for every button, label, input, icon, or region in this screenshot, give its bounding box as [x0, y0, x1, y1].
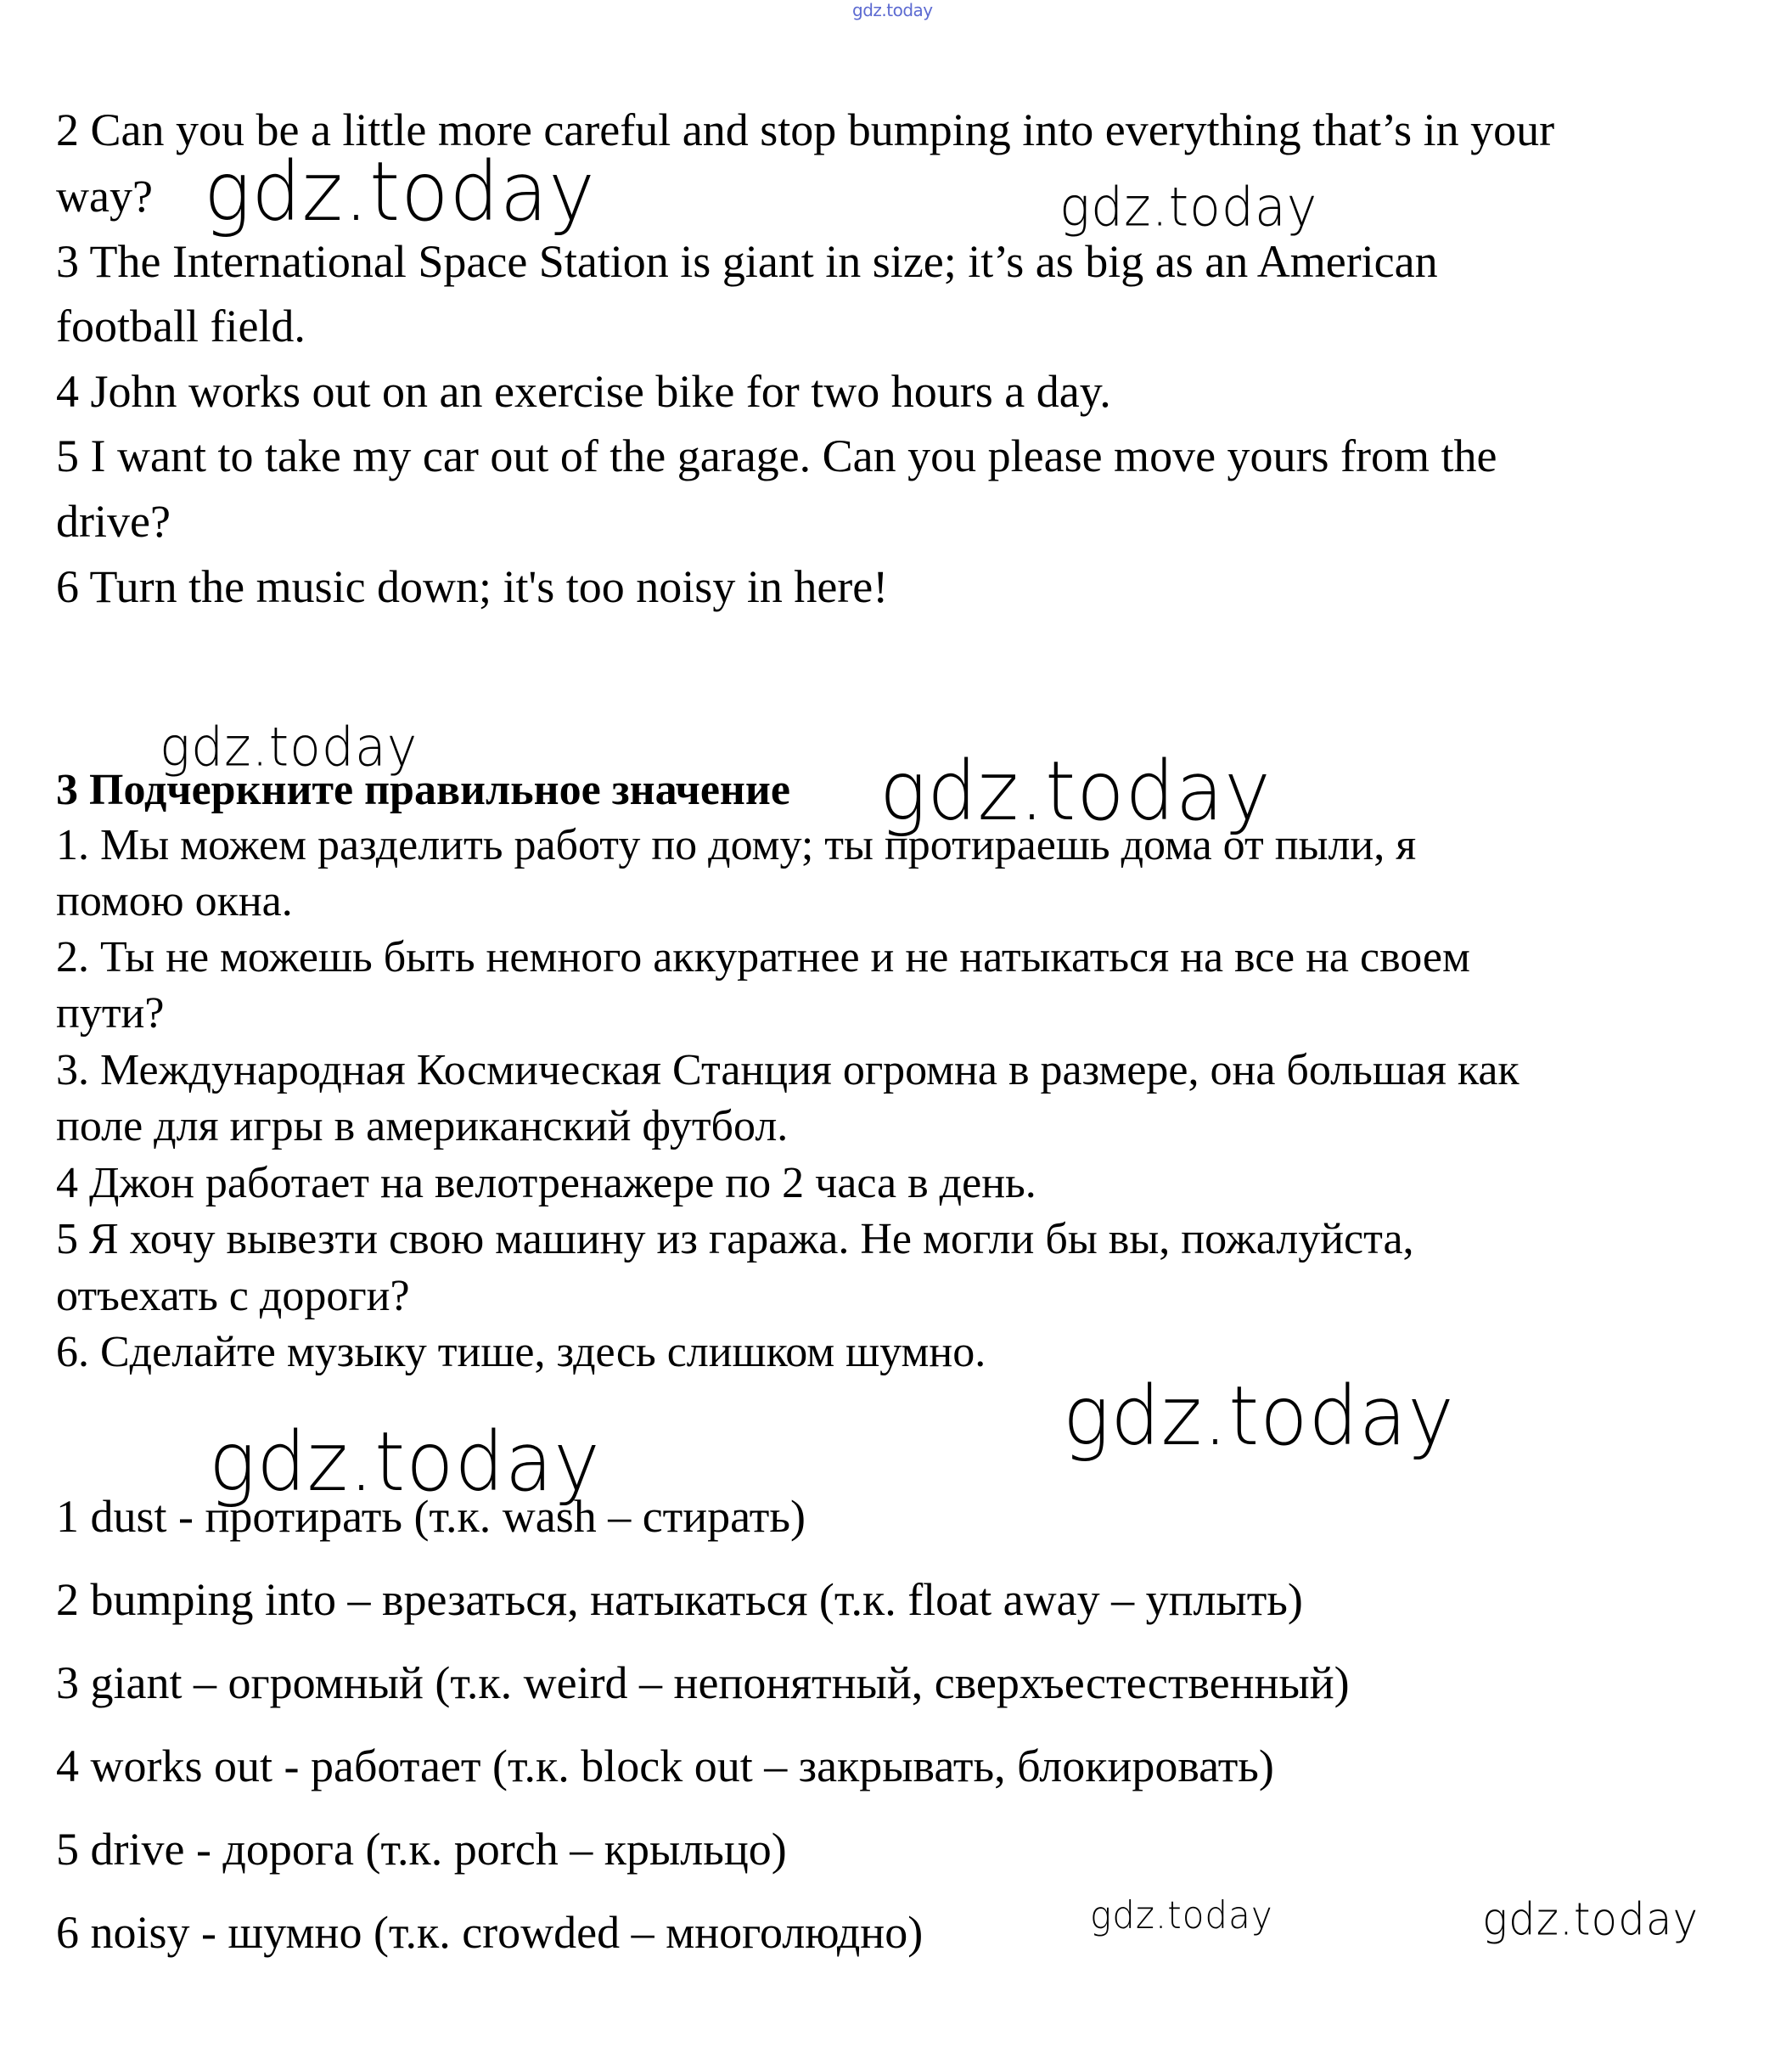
- english-line: 2 Can you be a little more careful and stop bumping into everything that’s in your: [56, 104, 1555, 155]
- watermark: gdz.today: [1063, 1369, 1455, 1465]
- translation-line: пути?: [56, 989, 165, 1038]
- answer-line: 3 giant – огромный (т.к. weird – непонятный, сверхъестественный): [56, 1657, 1350, 1708]
- watermark: gdz.today: [204, 144, 596, 240]
- translation-line: отъехать с дороги?: [56, 1272, 410, 1320]
- site-mark: gdz.today: [852, 0, 933, 20]
- translation-line: 4 Джон работает на велотренажере по 2 часа в день.: [56, 1159, 1036, 1207]
- watermark: gdz.today: [1059, 177, 1318, 239]
- translation-line: 2. Ты не можешь быть немного аккуратнее и не натыкаться на все на своем: [56, 933, 1470, 981]
- translation-heading: 3 Подчеркните правильное значение: [56, 766, 790, 814]
- english-line: drive?: [56, 496, 171, 547]
- english-line: way?: [56, 171, 153, 222]
- translation-line: 5 Я хочу вывезти свою машину из гаража. Не могли бы вы, пожалуйста,: [56, 1215, 1414, 1263]
- english-line: 3 The International Space Station is giant in size; it’s as big as an American: [56, 236, 1438, 287]
- translation-line: поле для игры в американский футбол.: [56, 1102, 789, 1150]
- answer-line: 4 works out - работает (т.к. block out – закрывать, блокировать): [56, 1741, 1274, 1791]
- watermark: gdz.today: [879, 744, 1272, 840]
- english-line: 4 John works out on an exercise bike for two hours a day.: [56, 366, 1111, 417]
- answer-line: 2 bumping into – врезаться, натыкаться (т.к. float away – уплыть): [56, 1574, 1303, 1625]
- translation-line: 3. Международная Космическая Станция огромна в размере, она большая как: [56, 1046, 1520, 1094]
- translation-line: 6. Сделайте музыку тише, здесь слишком шумно.: [56, 1328, 986, 1376]
- answer-line: 5 drive - дорога (т.к. porch – крыльцо): [56, 1824, 787, 1875]
- watermark: gdz.today: [1090, 1893, 1273, 1937]
- translation-line: 1. Мы можем разделить работу по дому; ты протираешь дома от пыли, я: [56, 821, 1417, 869]
- watermark: gdz.today: [160, 717, 419, 779]
- english-line: football field.: [56, 301, 306, 351]
- answer-line: 1 dust - протирать (т.к. wash – стирать): [56, 1491, 806, 1542]
- watermark: gdz.today: [209, 1414, 601, 1510]
- english-line: 6 Turn the music down; it's too noisy in here!: [56, 561, 889, 612]
- english-line: 5 I want to take my car out of the garage. Can you please move yours from the: [56, 430, 1497, 481]
- translation-line: помою окна.: [56, 877, 293, 925]
- answer-line: 6 noisy - шумно (т.к. crowded – многолюдно): [56, 1907, 924, 1958]
- watermark: gdz.today: [1482, 1893, 1699, 1945]
